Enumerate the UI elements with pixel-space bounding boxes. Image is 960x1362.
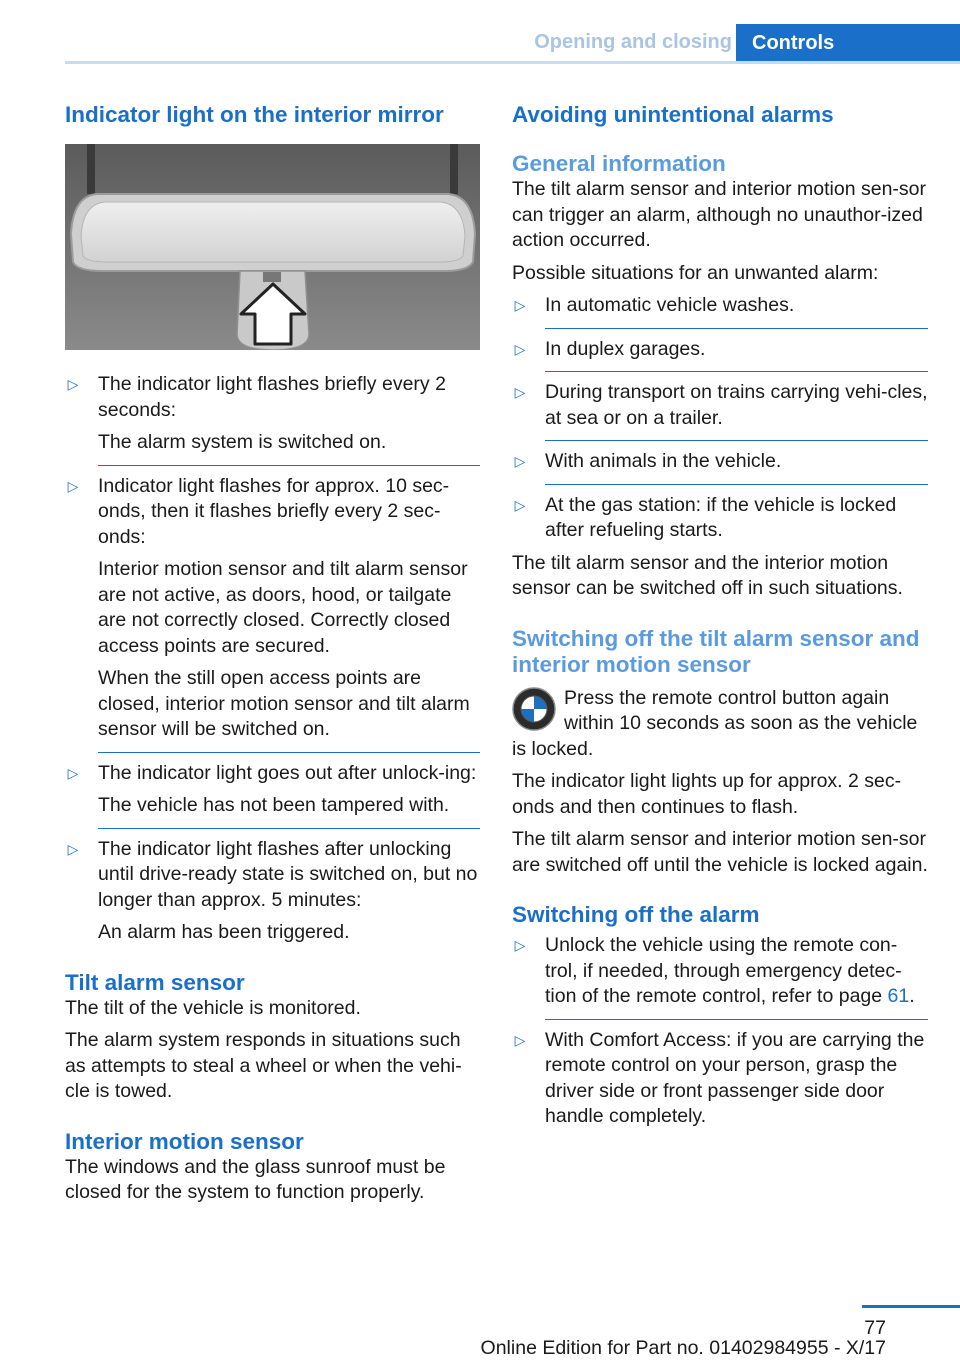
switch-off-possible-text: The tilt alarm sensor and the interior motion sensor can be switched off in such situations.	[512, 551, 903, 599]
list-item: ▷ With animals in the vehicle.	[512, 449, 928, 475]
list-separator	[512, 440, 928, 441]
header-chapter-tab: Controls	[736, 24, 960, 64]
page-reference-link[interactable]: 61	[887, 985, 910, 1007]
list-separator	[512, 484, 928, 485]
triangle-bullet-icon: ▷	[514, 297, 526, 313]
list-item: ▷ The indicator light flashes after unlocking until drive-ready state is switched on, but no longer than approx. 5 minutes: An alarm has been triggered.	[65, 837, 480, 946]
header-section-tab: Opening and closing	[534, 31, 732, 53]
mirror-section-title: Indicator light on the interior mirror	[65, 102, 444, 127]
list-separator	[512, 328, 928, 329]
switch-alarm-title: Switching off the alarm	[512, 902, 760, 927]
sensors-off-text: The tilt alarm sensor and interior motion sen‐sor are switched off until the vehicle is locked again.	[512, 828, 928, 876]
list-separator	[65, 828, 480, 829]
triangle-bullet-icon: ▷	[67, 840, 79, 857]
list-separator	[512, 371, 928, 372]
triangle-bullet-icon: ▷	[514, 340, 526, 357]
bmw-logo-icon	[512, 687, 556, 731]
list-item: ▷ Unlock the vehicle using the remote con‐trol, if needed, through emergency detec‐tion of the remote control, refer to page 61.	[512, 933, 928, 1010]
list-separator	[512, 1019, 928, 1020]
page-number: 77	[864, 1317, 886, 1339]
list-separator	[65, 752, 480, 753]
remote-control-instruction: Press the remote control button again within 10 seconds as soon as the vehicle is locked.	[512, 686, 918, 760]
footer-rule	[862, 1305, 960, 1308]
motion-sensor-text: The windows and the glass sunroof must be closed for the system to function properly.	[65, 1155, 446, 1203]
general-info-text: The tilt alarm sensor and interior motion sen‐sor can trigger an alarm, although no unauthor‐ized action occurred.	[512, 178, 927, 251]
list-item: ▷ In duplex garages.	[512, 337, 928, 363]
unwanted-alarm-intro: Possible situations for an unwanted alarm:	[512, 261, 879, 284]
header-rule	[65, 61, 960, 64]
indicator-lights-text: The indicator light lights up for approx. 2 sec‐onds and then continues to flash.	[512, 770, 902, 818]
interior-mirror-image	[65, 144, 480, 350]
triangle-bullet-icon: ▷	[67, 376, 79, 392]
switch-alarm-list	[512, 933, 928, 1130]
triangle-bullet-icon: ▷	[514, 496, 526, 513]
triangle-bullet-icon: ▷	[514, 1031, 526, 1048]
tilt-sensor-text-2: The alarm system responds in situations such as attempts to steal a wheel or when the vehi‐cle is towed.	[65, 1029, 462, 1102]
triangle-bullet-icon: ▷	[67, 764, 79, 781]
list-item: ▷ In automatic vehicle washes.	[512, 293, 928, 319]
triangle-bullet-icon: ▷	[514, 384, 526, 400]
switch-sensor-title: Switching off the tilt alarm sensor and interior motion sensor	[512, 625, 920, 677]
footer-edition: Online Edition for Part no. 01402984955 - X/17	[480, 1337, 886, 1359]
general-info-title: General information	[512, 151, 726, 176]
list-item: ▷ The indicator light flashes briefly every 2 seconds: The alarm system is switched on.	[65, 372, 480, 456]
triangle-bullet-icon: ▷	[514, 453, 526, 469]
triangle-bullet-icon: ▷	[67, 477, 79, 494]
mirror-indicator-list	[65, 372, 480, 946]
tilt-sensor-title: Tilt alarm sensor	[65, 969, 245, 995]
list-item: ▷ The indicator light goes out after unlock‐ing: The vehicle has not been tampered with.	[65, 761, 480, 819]
triangle-bullet-icon: ▷	[514, 937, 526, 953]
list-item: ▷ With Comfort Access: if you are carrying the remote control on your person, grasp the driver side or front passenger side door handle completely.	[512, 1028, 928, 1130]
motion-sensor-title: Interior motion sensor	[65, 1128, 304, 1154]
list-item: ▷ During transport on trains carrying vehi‐cles, at sea or on a trailer.	[512, 380, 928, 431]
unwanted-alarm-list	[512, 293, 928, 544]
right-column	[512, 100, 928, 1130]
list-separator	[65, 465, 480, 466]
left-column	[65, 100, 480, 1206]
list-item: ▷ Indicator light flashes for approx. 10 sec‐onds, then it flashes briefly every 2 sec‐onds: Interior motion sensor and tilt alarm sensor are not active, as doors, hood, or tailgate are not correctly closed. Correctly closed access points are secured. When the still open access points are closed, interior motion sensor and tilt alarm sensor will be switched on.	[65, 474, 480, 743]
list-item: ▷ At the gas station: if the vehicle is locked after refueling starts.	[512, 493, 928, 544]
avoid-alarms-title: Avoiding unintentional alarms	[512, 102, 834, 127]
tilt-sensor-text-1: The tilt of the vehicle is monitored.	[65, 996, 361, 1019]
